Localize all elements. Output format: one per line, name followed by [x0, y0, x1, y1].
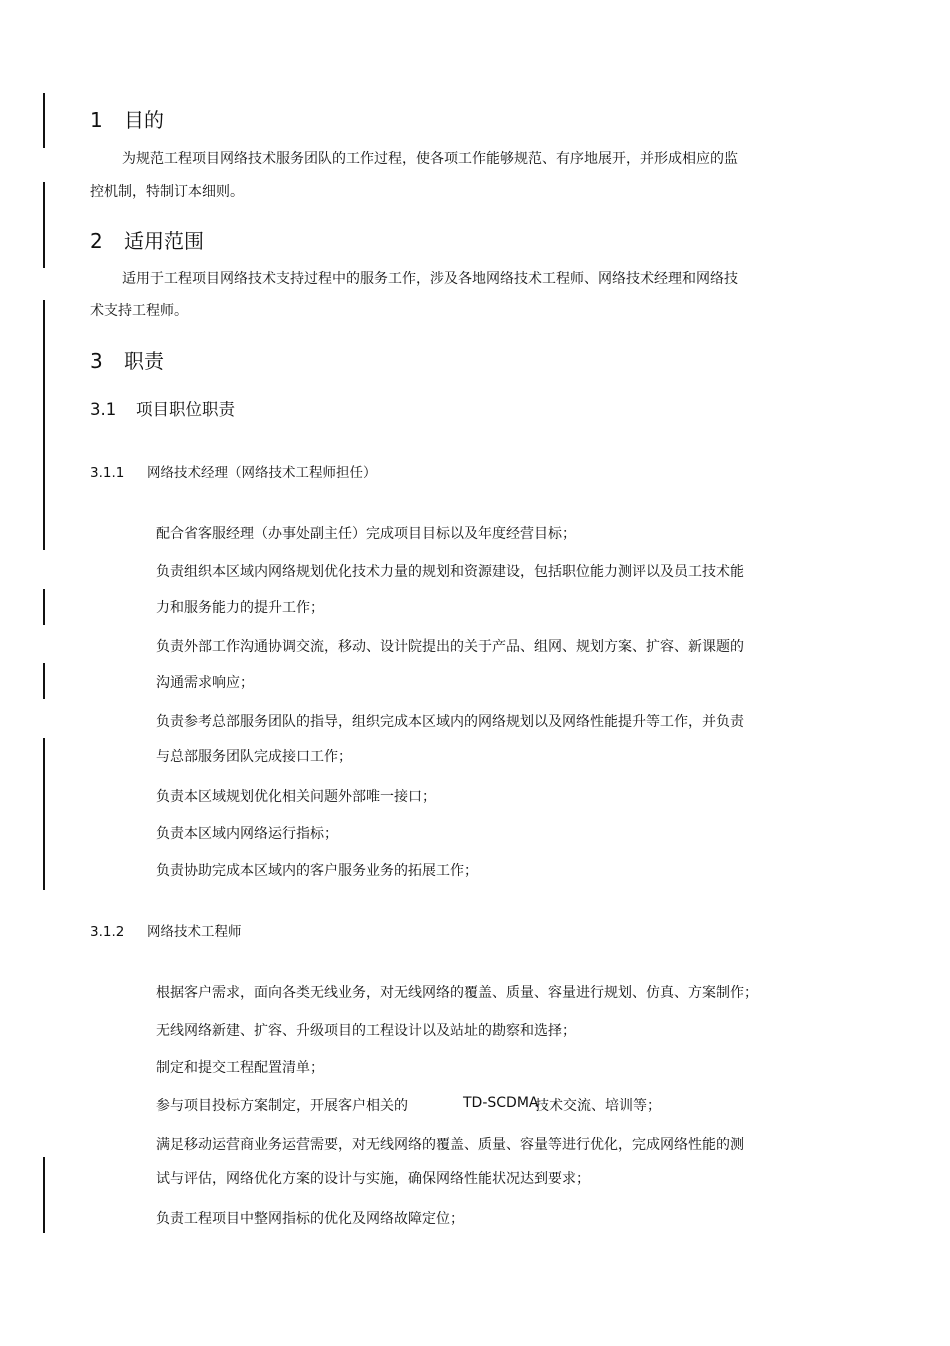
- section-title: 职责: [124, 349, 164, 373]
- paragraph-line: 为规范工程项目网络技术服务团队的工作过程，使各项工作能够规范、有序地展开，并形成相应的监: [122, 151, 738, 167]
- section-number: 3.1.2: [90, 924, 125, 940]
- list-item: 负责参考总部服务团队的指导，组织完成本区域内的网络规划以及网络性能提升等工作，并负责: [156, 714, 744, 730]
- section-number: 1: [90, 108, 103, 132]
- change-bar: [43, 300, 45, 550]
- list-item-text: 技术交流、培训等；: [535, 1098, 661, 1114]
- change-bar: [43, 589, 45, 625]
- list-item: 负责工程项目中整网指标的优化及网络故障定位；: [156, 1211, 464, 1227]
- list-item: 负责本区域内网络运行指标；: [156, 826, 338, 842]
- section-2-heading: [90, 225, 204, 254]
- section-number: 3.1.1: [90, 465, 125, 481]
- section-title: 网络技术工程师: [147, 924, 242, 940]
- list-item: 力和服务能力的提升工作；: [156, 600, 324, 616]
- section-title: 适用范围: [124, 229, 204, 253]
- list-item: 无线网络新建、扩容、升级项目的工程设计以及站址的勘察和选择；: [156, 1023, 576, 1039]
- section-title: 目的: [124, 108, 164, 132]
- change-bar: [43, 93, 45, 148]
- section-3-1-2-heading: [90, 920, 242, 940]
- list-item: 负责本区域规划优化相关问题外部唯一接口；: [156, 789, 436, 805]
- section-number: 2: [90, 229, 103, 253]
- section-3-1-1-heading: [90, 461, 377, 481]
- section-3-heading: [90, 345, 164, 374]
- change-bar: [43, 182, 45, 268]
- paragraph-line: 术支持工程师。: [90, 303, 188, 319]
- list-item-term: TD-SCDMA: [463, 1095, 539, 1111]
- section-title: 网络技术经理（网络技术工程师担任）: [147, 465, 377, 481]
- section-number: 3.1: [90, 400, 117, 419]
- list-item: 负责外部工作沟通协调交流，移动、设计院提出的关于产品、组网、规划方案、扩容、新课题的: [156, 639, 744, 655]
- section-1-heading: [90, 104, 164, 133]
- list-item: 满足移动运营商业务运营需要，对无线网络的覆盖、质量、容量等进行优化，完成网络性能的测: [156, 1137, 744, 1153]
- list-item: 根据客户需求，面向各类无线业务，对无线网络的覆盖、质量、容量进行规划、仿真、方案制作；: [156, 985, 758, 1001]
- list-item: 负责组织本区域内网络规划优化技术力量的规划和资源建设，包括职位能力测评以及员工技术能: [156, 564, 744, 580]
- change-bar: [43, 663, 45, 699]
- list-item: [156, 1095, 408, 1115]
- section-3-1-heading: [90, 396, 235, 420]
- list-item: 试与评估，网络优化方案的设计与实施，确保网络性能状况达到要求；: [156, 1171, 590, 1187]
- paragraph-line: 控机制，特制订本细则。: [90, 184, 244, 200]
- list-item: 制定和提交工程配置清单；: [156, 1060, 324, 1076]
- list-item: 配合省客服经理（办事处副主任）完成项目目标以及年度经营目标；: [156, 526, 576, 542]
- list-item: 沟通需求响应；: [156, 675, 254, 691]
- change-bar: [43, 738, 45, 890]
- list-item: 与总部服务团队完成接口工作；: [156, 749, 352, 765]
- paragraph-line: 适用于工程项目网络技术支持过程中的服务工作，涉及各地网络技术工程师、网络技术经理和网络技: [122, 271, 738, 287]
- change-bar: [43, 1157, 45, 1233]
- list-item: 负责协助完成本区域内的客户服务业务的拓展工作；: [156, 863, 478, 879]
- section-number: 3: [90, 349, 103, 373]
- list-item-text: 参与项目投标方案制定，开展客户相关的: [156, 1098, 408, 1114]
- section-title: 项目职位职责: [136, 400, 235, 419]
